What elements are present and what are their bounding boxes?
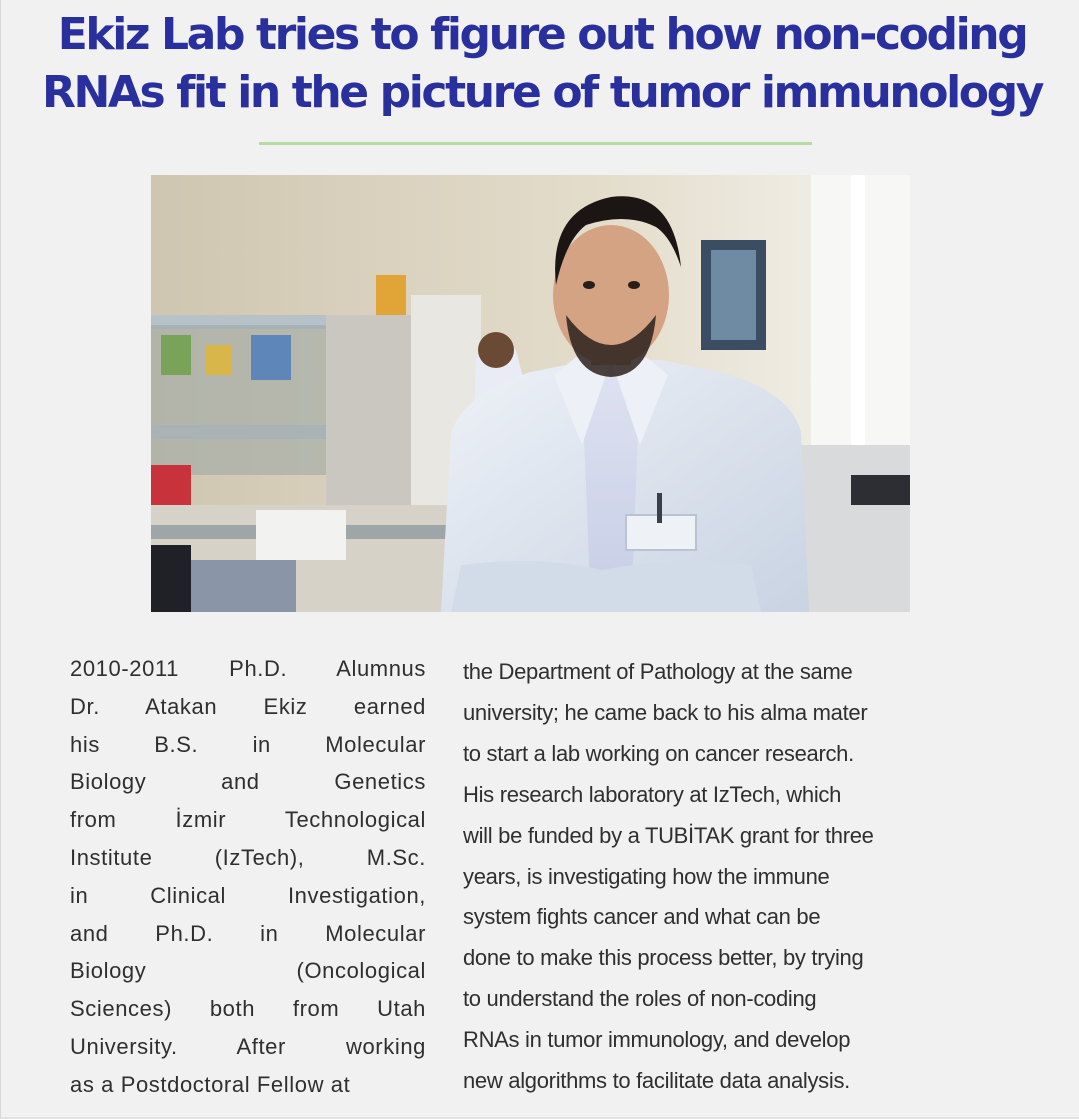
body-line: Institute (IzTech), M.Sc. bbox=[70, 844, 426, 870]
body-line: system fights cancer and what can be bbox=[463, 904, 821, 930]
body-line: Sciences) both from Utah bbox=[70, 996, 426, 1022]
title-divider bbox=[259, 142, 812, 145]
article-title bbox=[11, 6, 1073, 122]
body-line: years, is investigating how the immune bbox=[463, 863, 830, 889]
lab-photo-illustration bbox=[151, 175, 910, 612]
body-line: Biology (Oncological bbox=[70, 958, 426, 984]
body-line: will be funded by a TUBİTAK grant for three bbox=[463, 822, 874, 848]
body-line: RNAs in tumor immunology, and develop bbox=[463, 1027, 851, 1053]
body-line: Biology and Genetics bbox=[70, 769, 426, 795]
body-line: as a Postdoctoral Fellow at bbox=[70, 1071, 351, 1097]
body-line: Dr. Atakan Ekiz earned bbox=[70, 693, 426, 719]
article-body-left-column bbox=[70, 650, 426, 1104]
lab-photo bbox=[151, 175, 910, 612]
body-line: to start a lab working on cancer research. bbox=[463, 740, 854, 766]
body-line: His research laboratory at IzTech, which bbox=[463, 781, 842, 807]
body-line: new algorithms to facilitate data analysis. bbox=[463, 1068, 850, 1094]
body-line: in Clinical Investigation, bbox=[70, 882, 426, 908]
body-line: and Ph.D. in Molecular bbox=[70, 920, 426, 946]
body-line: to understand the roles of non-coding bbox=[463, 986, 817, 1012]
body-line: University. After working bbox=[70, 1033, 426, 1059]
body-line: his B.S. in Molecular bbox=[70, 731, 426, 757]
body-line: university; he came back to his alma mater bbox=[463, 699, 868, 725]
body-line: the Department of Pathology at the same bbox=[463, 659, 853, 684]
body-line: 2010-2011 Ph.D. Alumnus bbox=[70, 656, 426, 681]
body-line: done to make this process better, by trying bbox=[463, 945, 864, 971]
title-line-2: RNAs fit in the picture of tumor immunology bbox=[41, 67, 1043, 118]
article-body-right-column bbox=[463, 652, 1019, 1102]
body-line: from İzmir Technological bbox=[70, 807, 426, 833]
title-line-1: Ekiz Lab tries to figure out how non-coding bbox=[57, 9, 1027, 60]
